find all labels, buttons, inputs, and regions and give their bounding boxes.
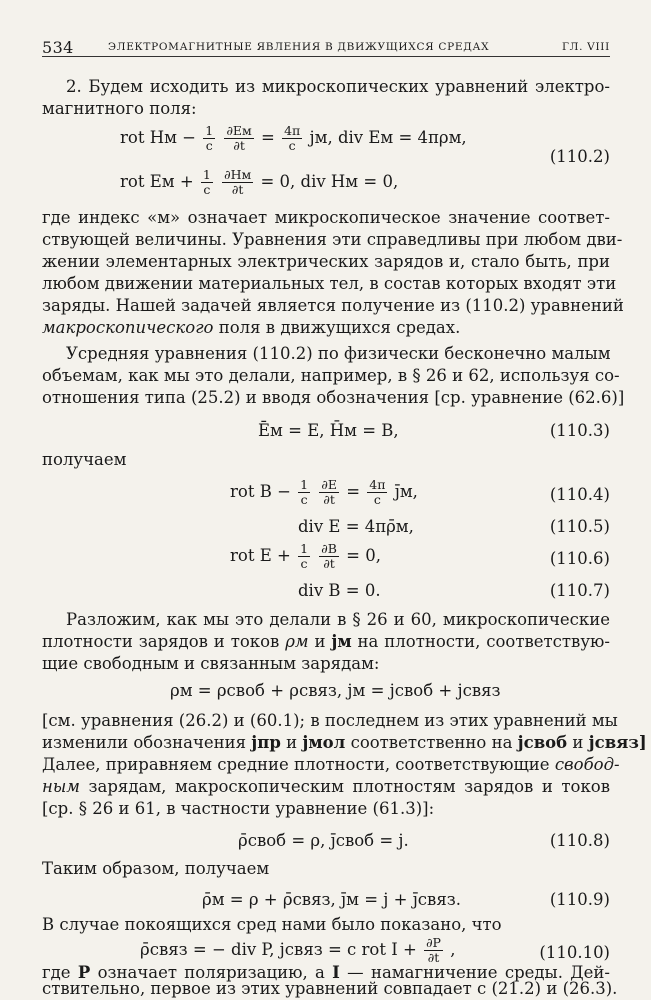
equation-number: (110.7) [549,581,610,600]
equation-110-2-line2: rot Eм + $\frac{1}{c}$ $\frac{\partial Hм}{\partial t}$ = 0, div Hм = 0, [120,167,399,197]
text-line: щие свободным и связанным зарядам: [42,654,380,673]
equation-110-7: div B = 0. [298,581,381,600]
text-line: макроскопического поля в движущихся средах. [42,318,461,337]
text-line: ствительно, первое из этих уравнений совпадает с (21.2) и (26.3). [42,979,618,998]
text-line: Таким образом, получаем [42,859,270,878]
text-line: [см. уравнения (26.2) и (60.1); в последнем из этих уравнений мы [42,711,618,730]
text-line: получаем [42,450,127,469]
equation-split: ρм = ρсвоб + ρсвяз, jм = jсвоб + jсвяз [170,681,501,700]
running-header [42,38,610,57]
equation-110-6: rot E + $\frac{1}{c}$ $\frac{\partial B}{\partial t}$ = 0, [230,541,381,571]
equation-number: (110.2) [549,147,610,166]
text-line: [ср. § 26 и 61, в частности уравнение (61.3)]: [42,799,435,818]
text-line: Разложим, как мы это делали в § 26 и 60, микроскопические [66,610,610,629]
text-line: ным зарядам, макроскопическим плотностям зарядов и токов [42,777,610,796]
text-line: объемам, как мы это делали, например, в § 26 и 62, используя со- [42,366,620,385]
equation-110-3: Ēм = E, H̄м = B, [258,421,399,440]
equation-number: (110.3) [549,421,610,440]
text-line: 2. Будем исходить из микроскопических уравнений электро- [66,77,610,96]
text-line: В случае покоящихся сред нами было показано, что [42,915,502,934]
text-line: Далее, приравняем средние плотности, соответствующие свобод- [42,755,620,774]
equation-110-4: rot B − $\frac{1}{c}$ $\frac{\partial E}{\partial t}$ = $\frac{4\pi}{c}$ j̄м, [230,477,418,507]
equation-number: (110.6) [549,549,610,568]
text-line: Усредняя уравнения (110.2) по физически бесконечно малым [66,344,611,363]
text-line: где индекс «м» означает микроскопическое значение соответ- [42,208,610,227]
text-line: жении элементарных электрических зарядов и, стало быть, при [42,252,610,271]
equation-110-10: ρ̄связ = − div P, jсвяз = c rot I + $\frac{\partial P}{\partial t}$ , [140,935,456,965]
text-line: ствующей величины. Уравнения эти справедливы при любом дви- [42,230,623,249]
chapter-label: ГЛ. VIII [561,41,610,53]
equation-number: (110.5) [549,517,610,536]
text-line: где P означает поляризацию, а I — намагничение среды. Дей- [42,963,610,982]
equation-number: (110.10) [539,943,610,962]
text-line: любом движении материальных тел, в состав которых входят эти [42,274,617,293]
equation-number: (110.8) [549,831,610,850]
equation-110-2-line1: rot Hм − $\frac{1}{c}$ $\frac{\partial Eм}{\partial t}$ = $\frac{4\pi}{c}$ jм, div Eм = 4πρм, [120,123,467,153]
page-number: 534 [42,38,74,57]
equation-110-5: div E = 4πρ̄м, [298,517,414,536]
text-line: плотности зарядов и токов ρм и jм на плотности, соответствую- [42,632,610,651]
text-line: заряды. Нашей задачей является получение из (110.2) уравнений [42,296,624,315]
running-title: ЭЛЕКТРОМАГНИТНЫЕ ЯВЛЕНИЯ В ДВИЖУЩИХСЯ СРЕДАХ [108,41,490,53]
equation-number: (110.4) [549,485,610,504]
text-line: изменили обозначения jпр и jмол соответственно на jсвоб и jсвяз] [42,733,647,752]
equation-110-9: ρ̄м = ρ + ρ̄связ, j̄м = j + j̄связ. [202,890,461,909]
text-line: отношения типа (25.2) и вводя обозначения [ср. уравнение (62.6)] [42,388,625,407]
text-line: магнитного поля: [42,99,197,118]
equation-number: (110.9) [549,890,610,909]
equation-110-8: ρ̄своб = ρ, j̄своб = j. [238,831,409,850]
